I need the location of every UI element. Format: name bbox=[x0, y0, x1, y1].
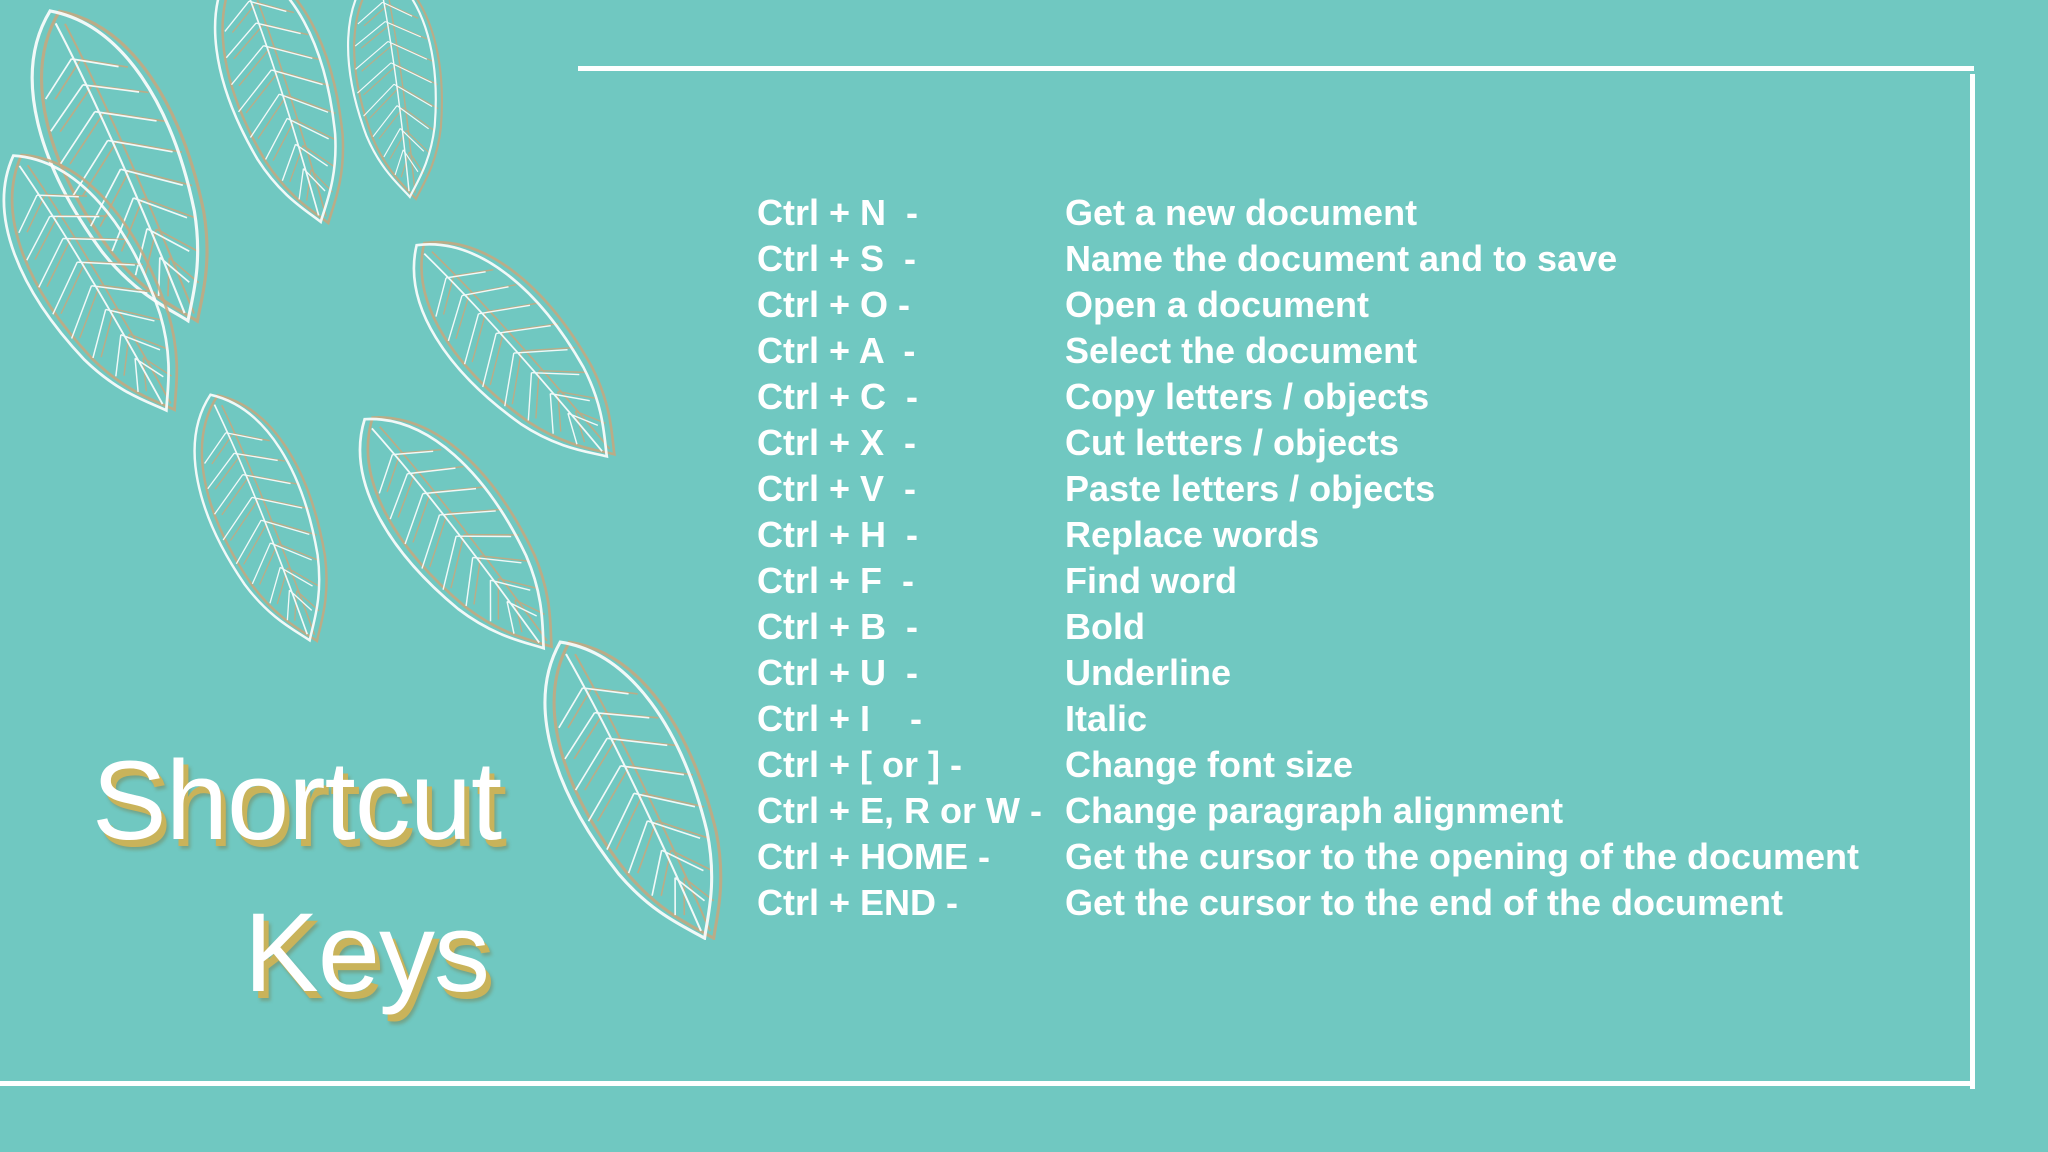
shortcut-description: Replace words bbox=[1065, 514, 1320, 555]
shortcut-description: Bold bbox=[1065, 606, 1145, 647]
shortcut-row bbox=[757, 696, 1947, 742]
shortcut-row bbox=[757, 880, 1947, 926]
shortcut-keys: Ctrl + U - bbox=[757, 652, 919, 693]
shortcut-description: Italic bbox=[1065, 698, 1148, 739]
shortcut-keys: Ctrl + B - bbox=[757, 606, 919, 647]
slide-title bbox=[92, 730, 612, 1030]
shortcut-row bbox=[757, 650, 1947, 696]
shortcut-row bbox=[757, 466, 1947, 512]
shortcut-keys: Ctrl + HOME - bbox=[757, 836, 991, 877]
shortcut-keys: Ctrl + O - bbox=[757, 284, 911, 325]
shortcut-description: Change font size bbox=[1065, 744, 1354, 785]
title-line-keys: Keys bbox=[244, 890, 489, 1015]
shortcut-description: Select the document bbox=[1065, 330, 1418, 371]
shortcut-row bbox=[757, 328, 1947, 374]
shortcut-row bbox=[757, 834, 1947, 880]
title-line-shortcut: Shortcut bbox=[92, 738, 502, 863]
shortcut-keys: Ctrl + [ or ] - bbox=[757, 744, 962, 785]
shortcut-keys: Ctrl + N - bbox=[757, 192, 919, 233]
shortcut-row bbox=[757, 190, 1947, 236]
shortcut-row bbox=[757, 512, 1947, 558]
shortcut-description: Underline bbox=[1065, 652, 1232, 693]
shortcut-row bbox=[757, 742, 1947, 788]
shortcut-keys: Ctrl + X - bbox=[757, 422, 917, 463]
shortcut-description: Get a new document bbox=[1065, 192, 1418, 233]
shortcut-description: Get the cursor to the end of the document bbox=[1065, 882, 1784, 923]
shortcut-description: Paste letters / objects bbox=[1065, 468, 1436, 509]
leaf-icon bbox=[0, 0, 253, 349]
shortcut-keys: Ctrl + E, R or W - bbox=[757, 790, 1043, 831]
shortcut-row bbox=[757, 420, 1947, 466]
frame-right-border bbox=[1970, 74, 1975, 1089]
shortcut-description: Name the document and to save bbox=[1065, 238, 1618, 279]
frame-top-border bbox=[578, 66, 1974, 71]
shortcut-description: Get the cursor to the opening of the document bbox=[1065, 836, 1860, 877]
leaf-icon bbox=[378, 206, 652, 493]
shortcut-keys: Ctrl + A - bbox=[757, 330, 916, 371]
shortcut-keys: Ctrl + F - bbox=[757, 560, 915, 601]
shortcut-keys: Ctrl + S - bbox=[757, 238, 917, 279]
shortcut-row bbox=[757, 558, 1947, 604]
shortcut-description: Copy letters / objects bbox=[1065, 376, 1430, 417]
shortcut-row bbox=[757, 604, 1947, 650]
shortcut-row bbox=[757, 374, 1947, 420]
shortcut-row bbox=[757, 282, 1947, 328]
shortcut-keys: Ctrl + I - bbox=[757, 698, 923, 739]
shortcut-keys: Ctrl + C - bbox=[757, 376, 919, 417]
leaf-icon bbox=[0, 124, 221, 441]
shortcut-description: Change paragraph alignment bbox=[1065, 790, 1564, 831]
shortcut-list bbox=[757, 190, 1947, 926]
shortcut-keys: Ctrl + V - bbox=[757, 468, 917, 509]
shortcut-keys: Ctrl + END - bbox=[757, 882, 959, 923]
shortcut-description: Open a document bbox=[1065, 284, 1370, 325]
shortcut-row bbox=[757, 236, 1947, 282]
shortcut-keys: Ctrl + H - bbox=[757, 514, 919, 555]
shortcut-description: Find word bbox=[1065, 560, 1237, 601]
shortcut-description: Cut letters / objects bbox=[1065, 422, 1400, 463]
shortcut-row bbox=[757, 788, 1947, 834]
leaf-icon bbox=[166, 374, 361, 661]
leaf-icon bbox=[336, 0, 458, 206]
frame-bottom-border bbox=[0, 1081, 1975, 1086]
